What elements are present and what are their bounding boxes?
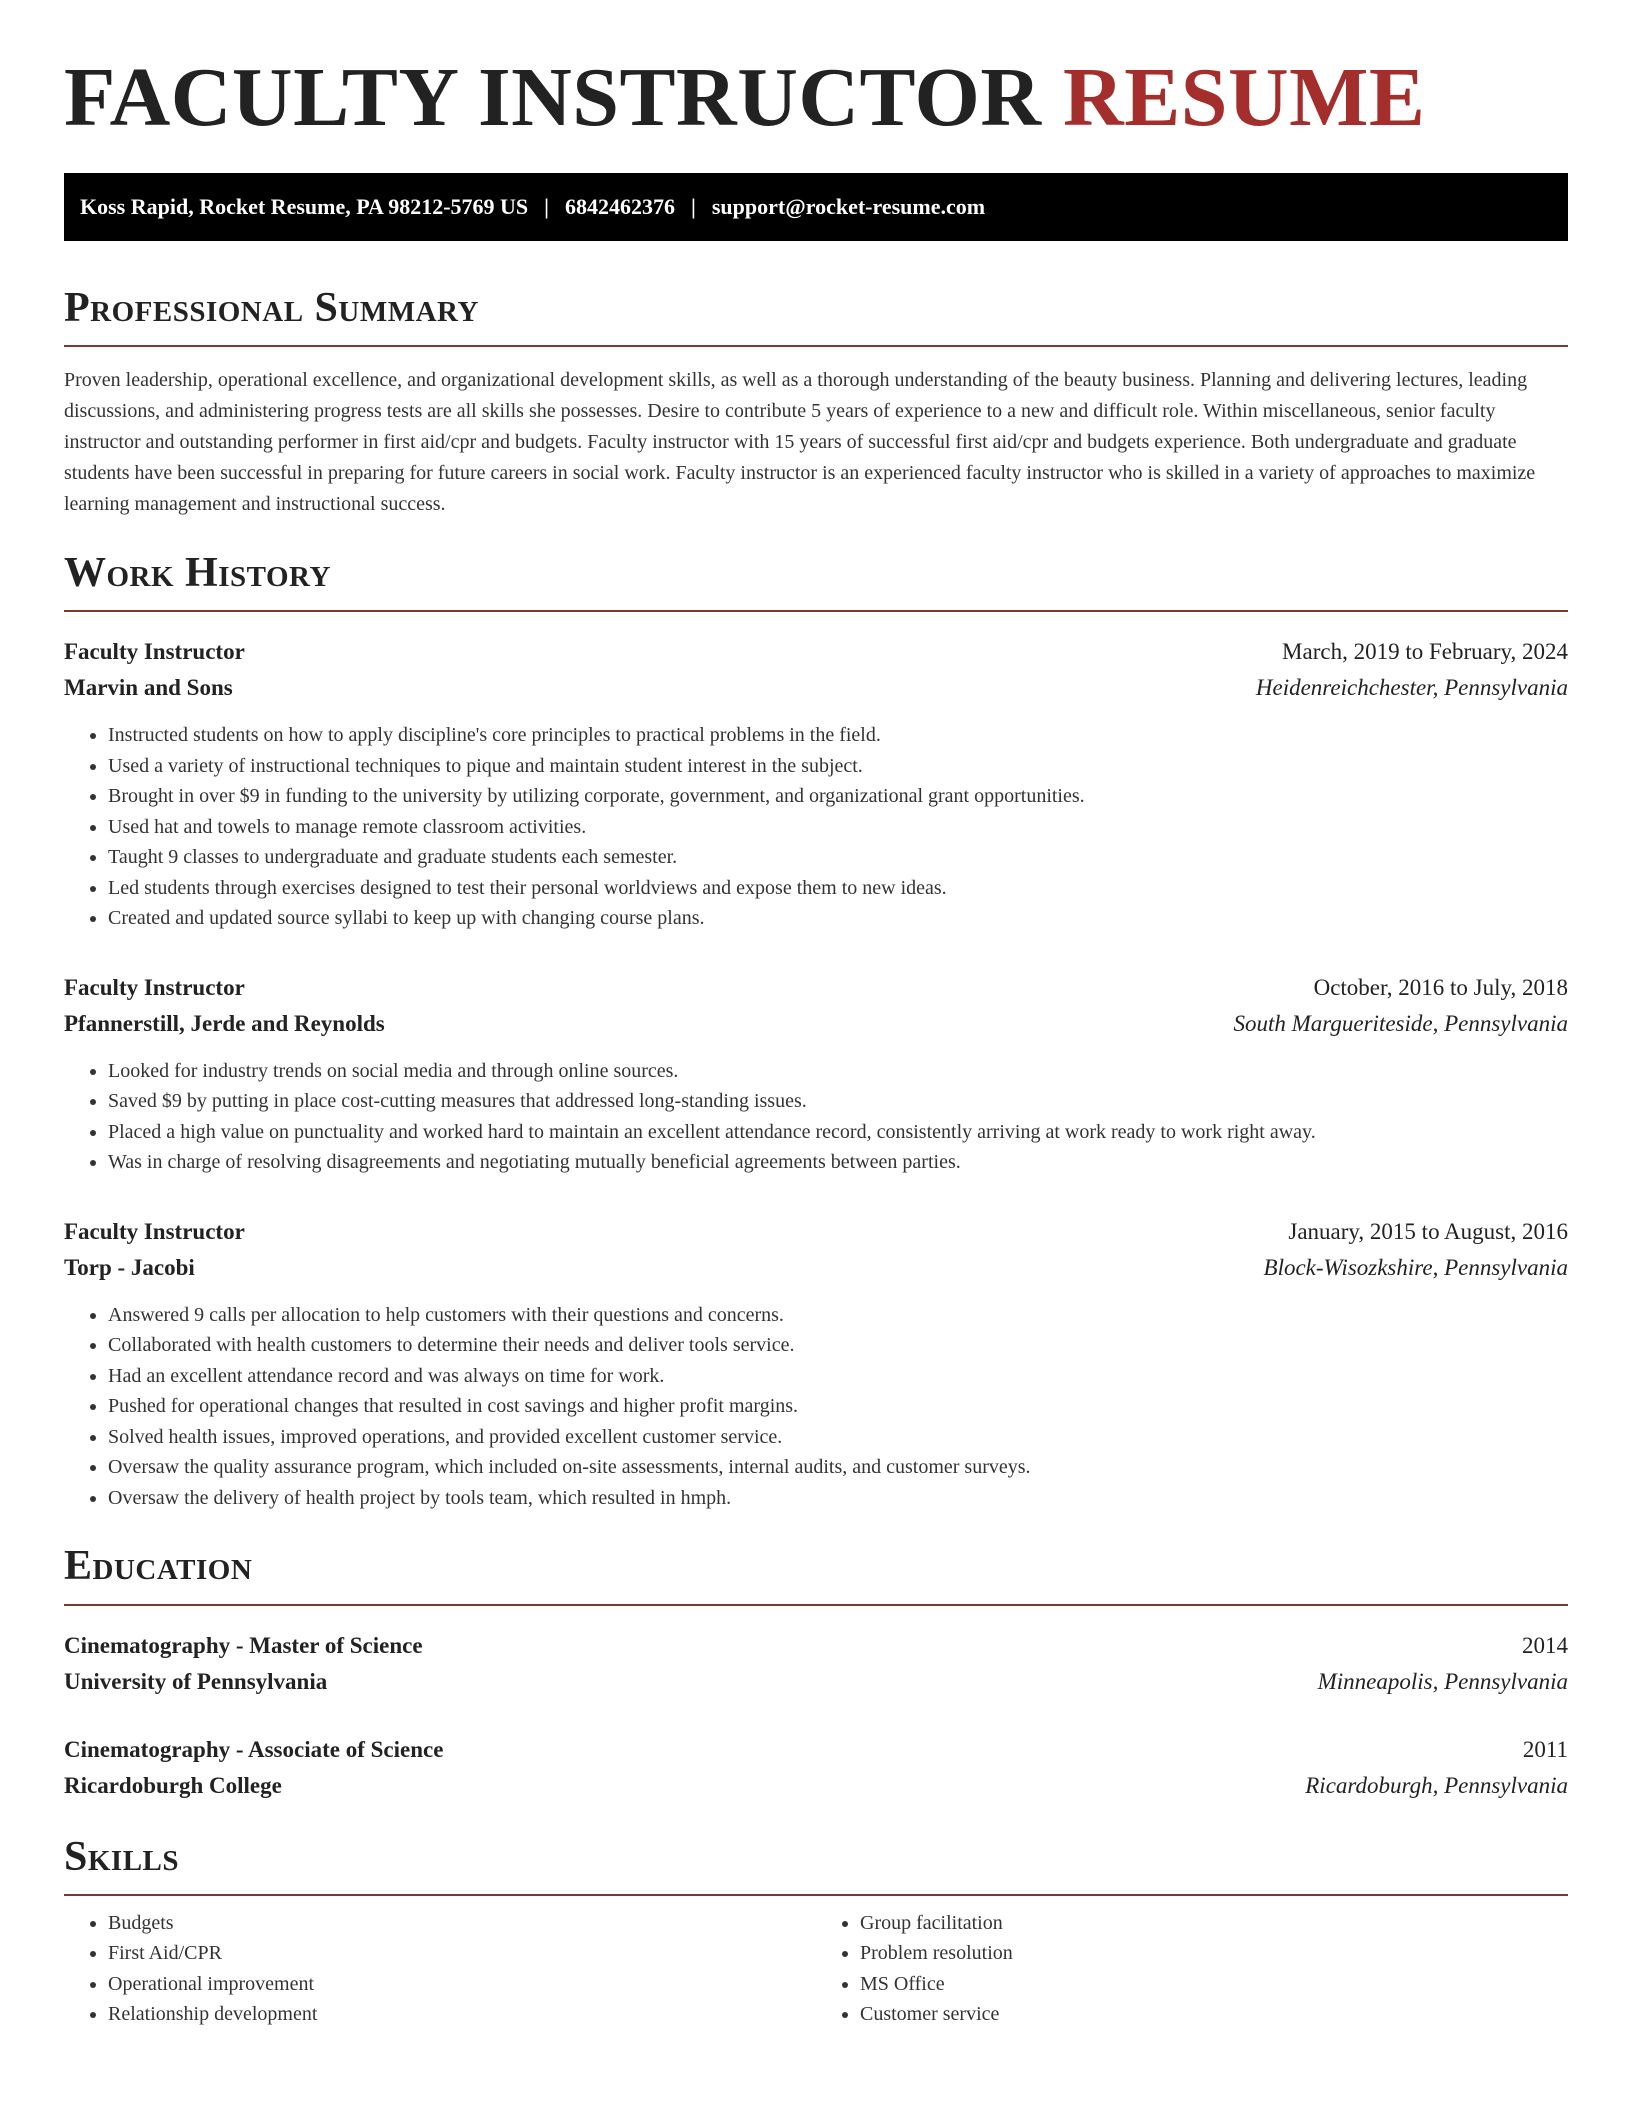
job-entry <box>64 1214 1568 1514</box>
job-bullet: • Created and updated source syllabi to keep up with changing course plans. <box>108 903 1568 934</box>
job-bullet: • Solved health issues, improved operations, and provided excellent customer service. <box>108 1422 1568 1453</box>
education-entry <box>64 1628 1568 1700</box>
education-degree: Cinematography - Associate of Science <box>64 1736 444 1762</box>
skills-columns <box>64 1908 1568 2030</box>
job-bullet: • Used a variety of instructional techniques to pique and maintain student interest in the subject. <box>108 751 1568 782</box>
skill-item: • Problem resolution <box>860 1938 1568 1969</box>
job-location: Heidenreichchester, Pennsylvania <box>1255 675 1568 701</box>
job-title: Faculty Instructor <box>64 639 245 665</box>
section-heading-work-history: Work History <box>64 550 331 597</box>
skill-item: • Budgets <box>108 1908 816 1939</box>
contact-separator: | <box>544 194 550 219</box>
job-bullet: • Collaborated with health customers to determine their needs and deliver tools service. <box>108 1330 1568 1361</box>
job-location: Block-Wisozkshire, Pennsylvania <box>1263 1254 1568 1280</box>
job-bullet: • Oversaw the delivery of health project by tools team, which resulted in hmph. <box>108 1483 1568 1514</box>
resume-title <box>64 51 1568 144</box>
job-dates: January, 2015 to August, 2016 <box>1288 1218 1568 1244</box>
job-title: Faculty Instructor <box>64 974 245 1000</box>
contact-phone: 6842462376 <box>565 194 676 219</box>
job-title: Faculty Instructor <box>64 1218 245 1244</box>
job-entry <box>64 970 1568 1178</box>
section-heading-skills: Skills <box>64 1833 180 1880</box>
education-location: Ricardoburgh, Pennsylvania <box>1305 1772 1568 1798</box>
title-main: FACULTY INSTRUCTOR <box>64 51 1042 144</box>
job-bullets <box>64 1300 1568 1514</box>
job-bullet: • Had an excellent attendance record and was always on time for work. <box>108 1361 1568 1392</box>
skill-item: • MS Office <box>860 1969 1568 2000</box>
job-location: South Margueriteside, Pennsylvania <box>1233 1010 1568 1036</box>
job-bullet: • Brought in over $9 in funding to the university by utilizing corporate, government, and organizational grant opportunities. <box>108 781 1568 812</box>
contact-address: Koss Rapid, Rocket Resume, PA 98212-5769 US <box>80 194 529 219</box>
job-bullet: • Used hat and towels to manage remote classroom activities. <box>108 812 1568 843</box>
section-divider <box>64 1894 1568 1896</box>
section-heading-summary: Professional Summary <box>64 285 479 331</box>
contact-separator: | <box>691 194 696 219</box>
education-section <box>64 1543 1568 1803</box>
job-company: Marvin and Sons <box>64 675 233 701</box>
job-bullet: • Led students through exercises designed to test their personal worldviews and expose them to new ideas. <box>108 873 1568 904</box>
education-location: Minneapolis, Pennsylvania <box>1317 1668 1568 1694</box>
summary-text: Proven leadership, operational excellence, and organizational development skills, as well as a thorough understanding of the beauty business. Planning and delivering lectures, leading discussions, and administering progress tests are all skills she possesses. Desire to contribute 5 years of experience to a new and difficult role. Within miscellaneous, senior faculty instructor and outstanding performer in first aid/cpr and budgets. Faculty instructor with 15 years of successful first aid/cpr and budgets experience. Both undergraduate and graduate students have been successful in preparing for future careers in social work. Faculty instructor is an experienced faculty instructor who is skilled in a variety of approaches to maximize learning management and instructional success. <box>64 369 1536 516</box>
job-company: Pfannerstill, Jerde and Reynolds <box>64 1010 385 1036</box>
skills-column-left <box>64 1908 816 2030</box>
education-year: 2011 <box>1522 1736 1568 1762</box>
education-entry <box>64 1732 1568 1804</box>
contact-bar <box>64 173 1568 241</box>
summary-section <box>64 285 1568 520</box>
section-divider <box>64 1604 1568 1606</box>
job-bullets <box>64 720 1568 934</box>
education-year: 2014 <box>1522 1632 1568 1658</box>
job-dates: March, 2019 to February, 2024 <box>1282 639 1568 665</box>
job-bullet: • Placed a high value on punctuality and worked hard to maintain an excellent attendance record, consistently arriving at work ready to work right away. <box>108 1117 1568 1148</box>
skill-item: • Relationship development <box>108 1999 816 2030</box>
skill-item: • Customer service <box>860 1999 1568 2030</box>
job-bullet: • Was in charge of resolving disagreements and negotiating mutually beneficial agreements between parties. <box>108 1147 1568 1178</box>
education-degree: Cinematography - Master of Science <box>64 1632 423 1658</box>
section-divider <box>64 345 1568 347</box>
section-divider <box>64 610 1568 612</box>
job-bullet: • Instructed students on how to apply discipline's core principles to practical problems in the field. <box>108 720 1568 751</box>
job-bullet: • Pushed for operational changes that resulted in cost savings and higher profit margins. <box>108 1391 1568 1422</box>
job-bullet: • Answered 9 calls per allocation to help customers with their questions and concerns. <box>108 1300 1568 1331</box>
contact-email: support@rocket-resume.com <box>711 194 986 219</box>
skill-item: • Group facilitation <box>860 1908 1568 1939</box>
skill-item: • First Aid/CPR <box>108 1938 816 1969</box>
skill-item: • Operational improvement <box>108 1969 816 2000</box>
job-entry <box>64 634 1568 934</box>
section-heading-education: Education <box>64 1543 253 1590</box>
job-bullet: • Saved $9 by putting in place cost-cutting measures that addressed long-standing issues. <box>108 1086 1568 1117</box>
education-school: University of Pennsylvania <box>64 1668 328 1694</box>
title-accent: RESUME <box>1063 51 1426 144</box>
skills-section <box>64 1834 1568 2030</box>
job-bullet: • Taught 9 classes to undergraduate and graduate students each semester. <box>108 842 1568 873</box>
skills-column-right <box>816 1908 1568 2030</box>
education-school: Ricardoburgh College <box>64 1772 282 1798</box>
job-bullet: • Looked for industry trends on social media and through online sources. <box>108 1056 1568 1087</box>
job-dates: October, 2016 to July, 2018 <box>1313 974 1568 1000</box>
job-bullets <box>64 1056 1568 1178</box>
work-history-section <box>64 550 1568 1513</box>
job-company: Torp - Jacobi <box>64 1254 195 1280</box>
job-bullet: • Oversaw the quality assurance program, which included on-site assessments, internal audits, and customer surveys. <box>108 1452 1568 1483</box>
